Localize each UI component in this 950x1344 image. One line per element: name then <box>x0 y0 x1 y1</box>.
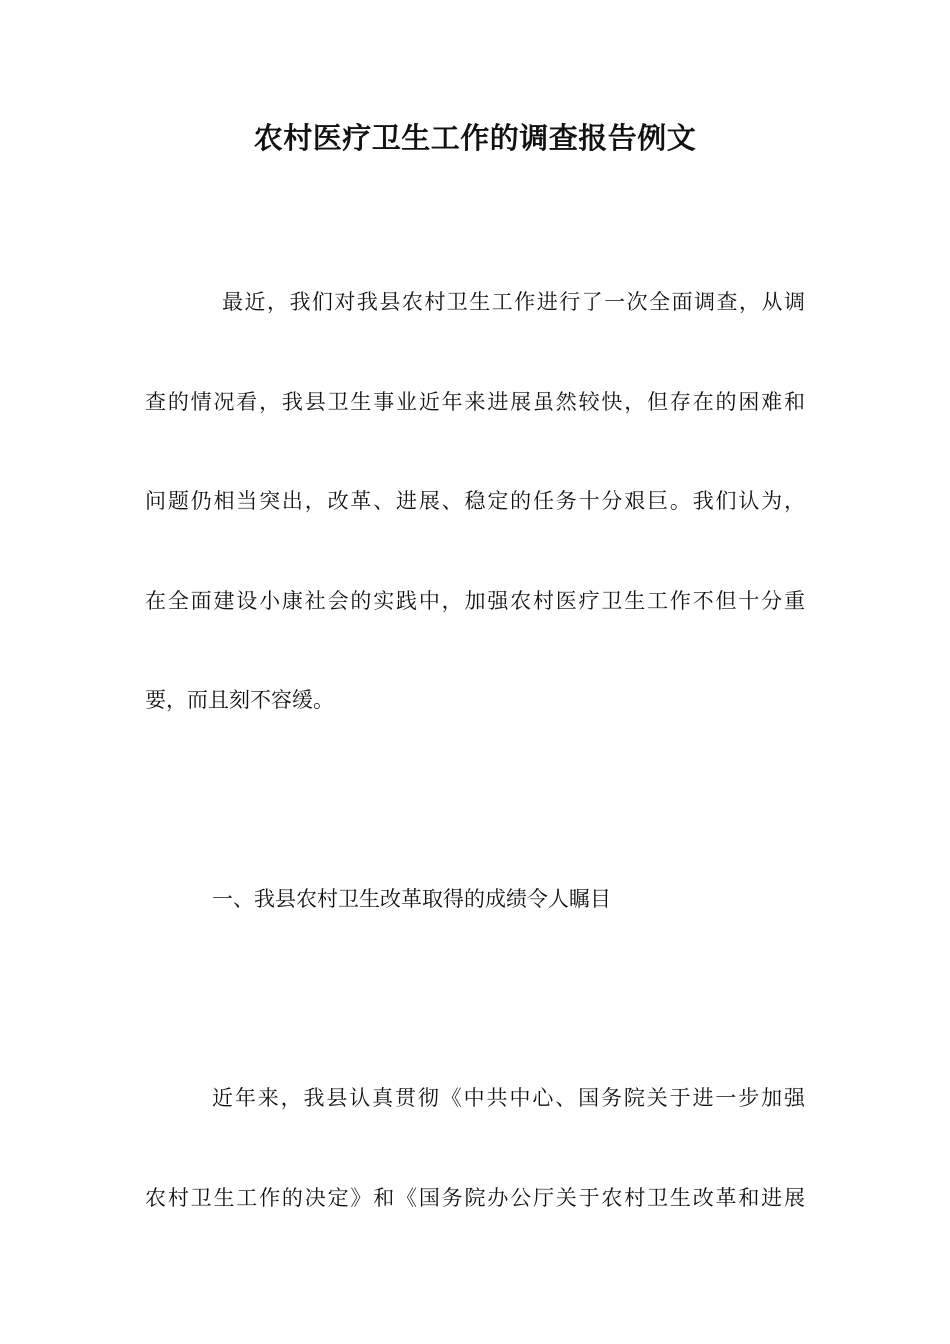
paragraph-line: 查的情况看，我县卫生事业近年来进展虽然较快，但存在的困难和 <box>145 390 805 414</box>
document-title: 农村医疗卫生工作的调查报告例文 <box>253 121 697 155</box>
section-heading: 一、我县农村卫生改革取得的成绩令人瞩目 <box>212 887 611 911</box>
paragraph-line: 最近，我们对我县农村卫生工作进行了一次全面调查，从调 <box>222 290 805 314</box>
paragraph-line: 农村卫生工作的决定》和《国务院办公厅关于农村卫生改革和进展 <box>145 1186 805 1210</box>
paragraph-line: 要，而且刻不容缓。 <box>145 688 334 712</box>
paragraph-line: 近年来，我县认真贯彻《中共中心、国务院关于进一步加强 <box>212 1086 805 1110</box>
paragraph-line: 问题仍相当突出，改革、进展、稳定的任务十分艰巨。我们认为， <box>145 489 805 513</box>
paragraph-line: 在全面建设小康社会的实践中，加强农村医疗卫生工作不但十分重 <box>145 589 805 613</box>
